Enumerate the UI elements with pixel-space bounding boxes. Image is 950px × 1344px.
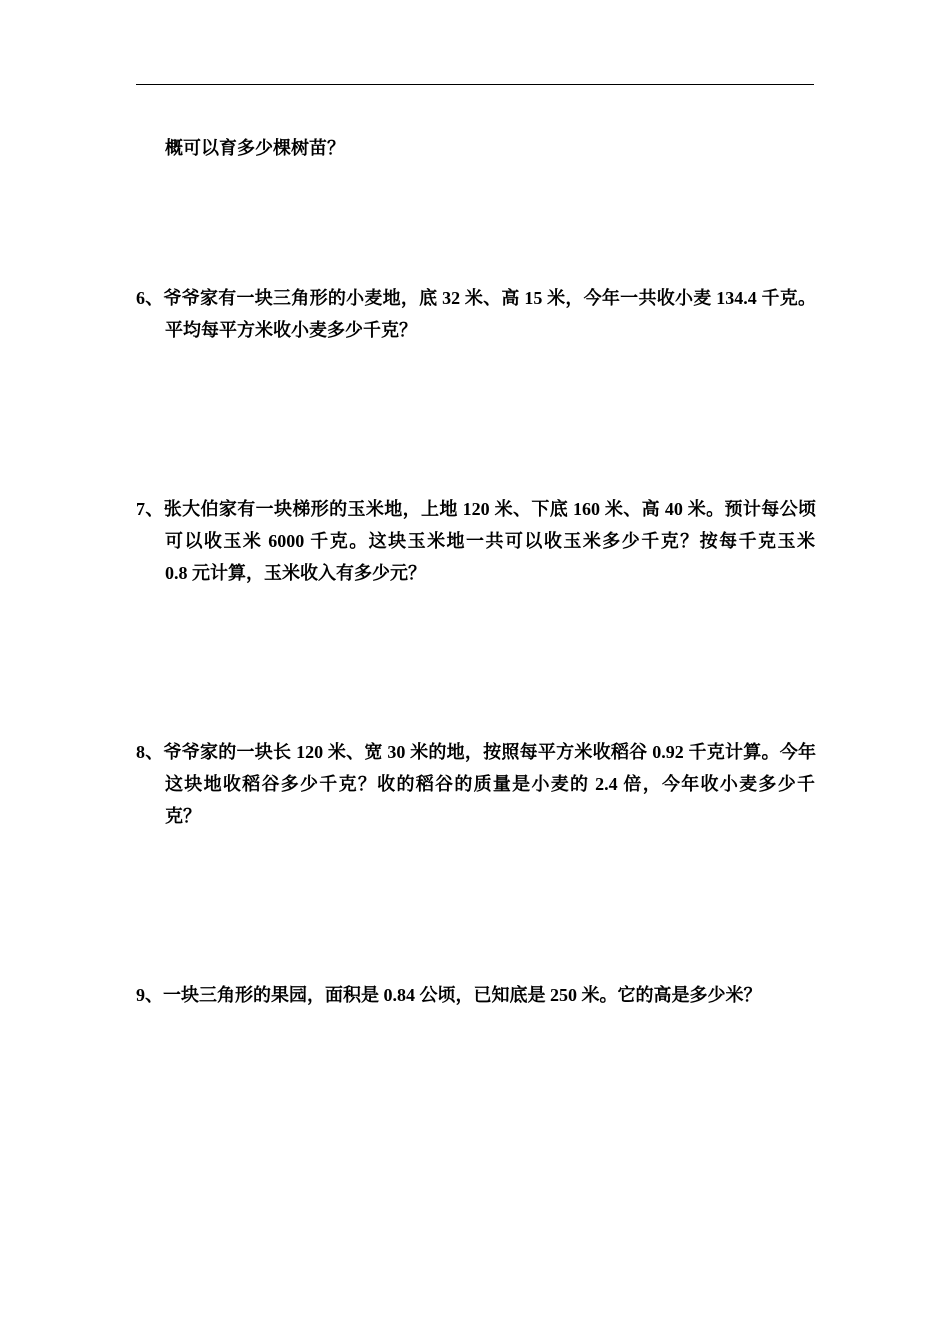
- problem-7-line-2: 可以收玉米 6000 千克。这块玉米地一共可以收玉米多少千克？按每千克玉米: [165, 531, 815, 551]
- problem-6-line-2: 平均每平方米收小麦多少千克？: [165, 320, 417, 340]
- problem-8-line-1: 8、爷爷家的一块长 120 米、宽 30 米的地，按照每平方米收稻谷 0.92 千克计算。今年: [136, 742, 816, 762]
- problem-9-line-1: 9、一块三角形的果园，面积是 0.84 公顷，已知底是 250 米。它的高是多少米？: [136, 985, 762, 1005]
- problem-7-line-3: 0.8 元计算，玉米收入有多少元？: [165, 563, 426, 583]
- problem-6-line-1: 6、爷爷家有一块三角形的小麦地，底 32 米、高 15 米，今年一共收小麦 134.4 千克。: [136, 288, 816, 308]
- problem-8-line-2: 这块地收稻谷多少千克？收的稻谷的质量是小麦的 2.4 倍，今年收小麦多少千: [165, 774, 815, 794]
- problem-5-line-1: 概可以育多少棵树苗？: [165, 138, 345, 158]
- problem-7-line-1: 7、张大伯家有一块梯形的玉米地，上地 120 米、下底 160 米、高 40 米。预计每公顷: [136, 499, 816, 519]
- header-rule: [136, 84, 814, 85]
- problem-8-line-3: 克？: [165, 806, 201, 826]
